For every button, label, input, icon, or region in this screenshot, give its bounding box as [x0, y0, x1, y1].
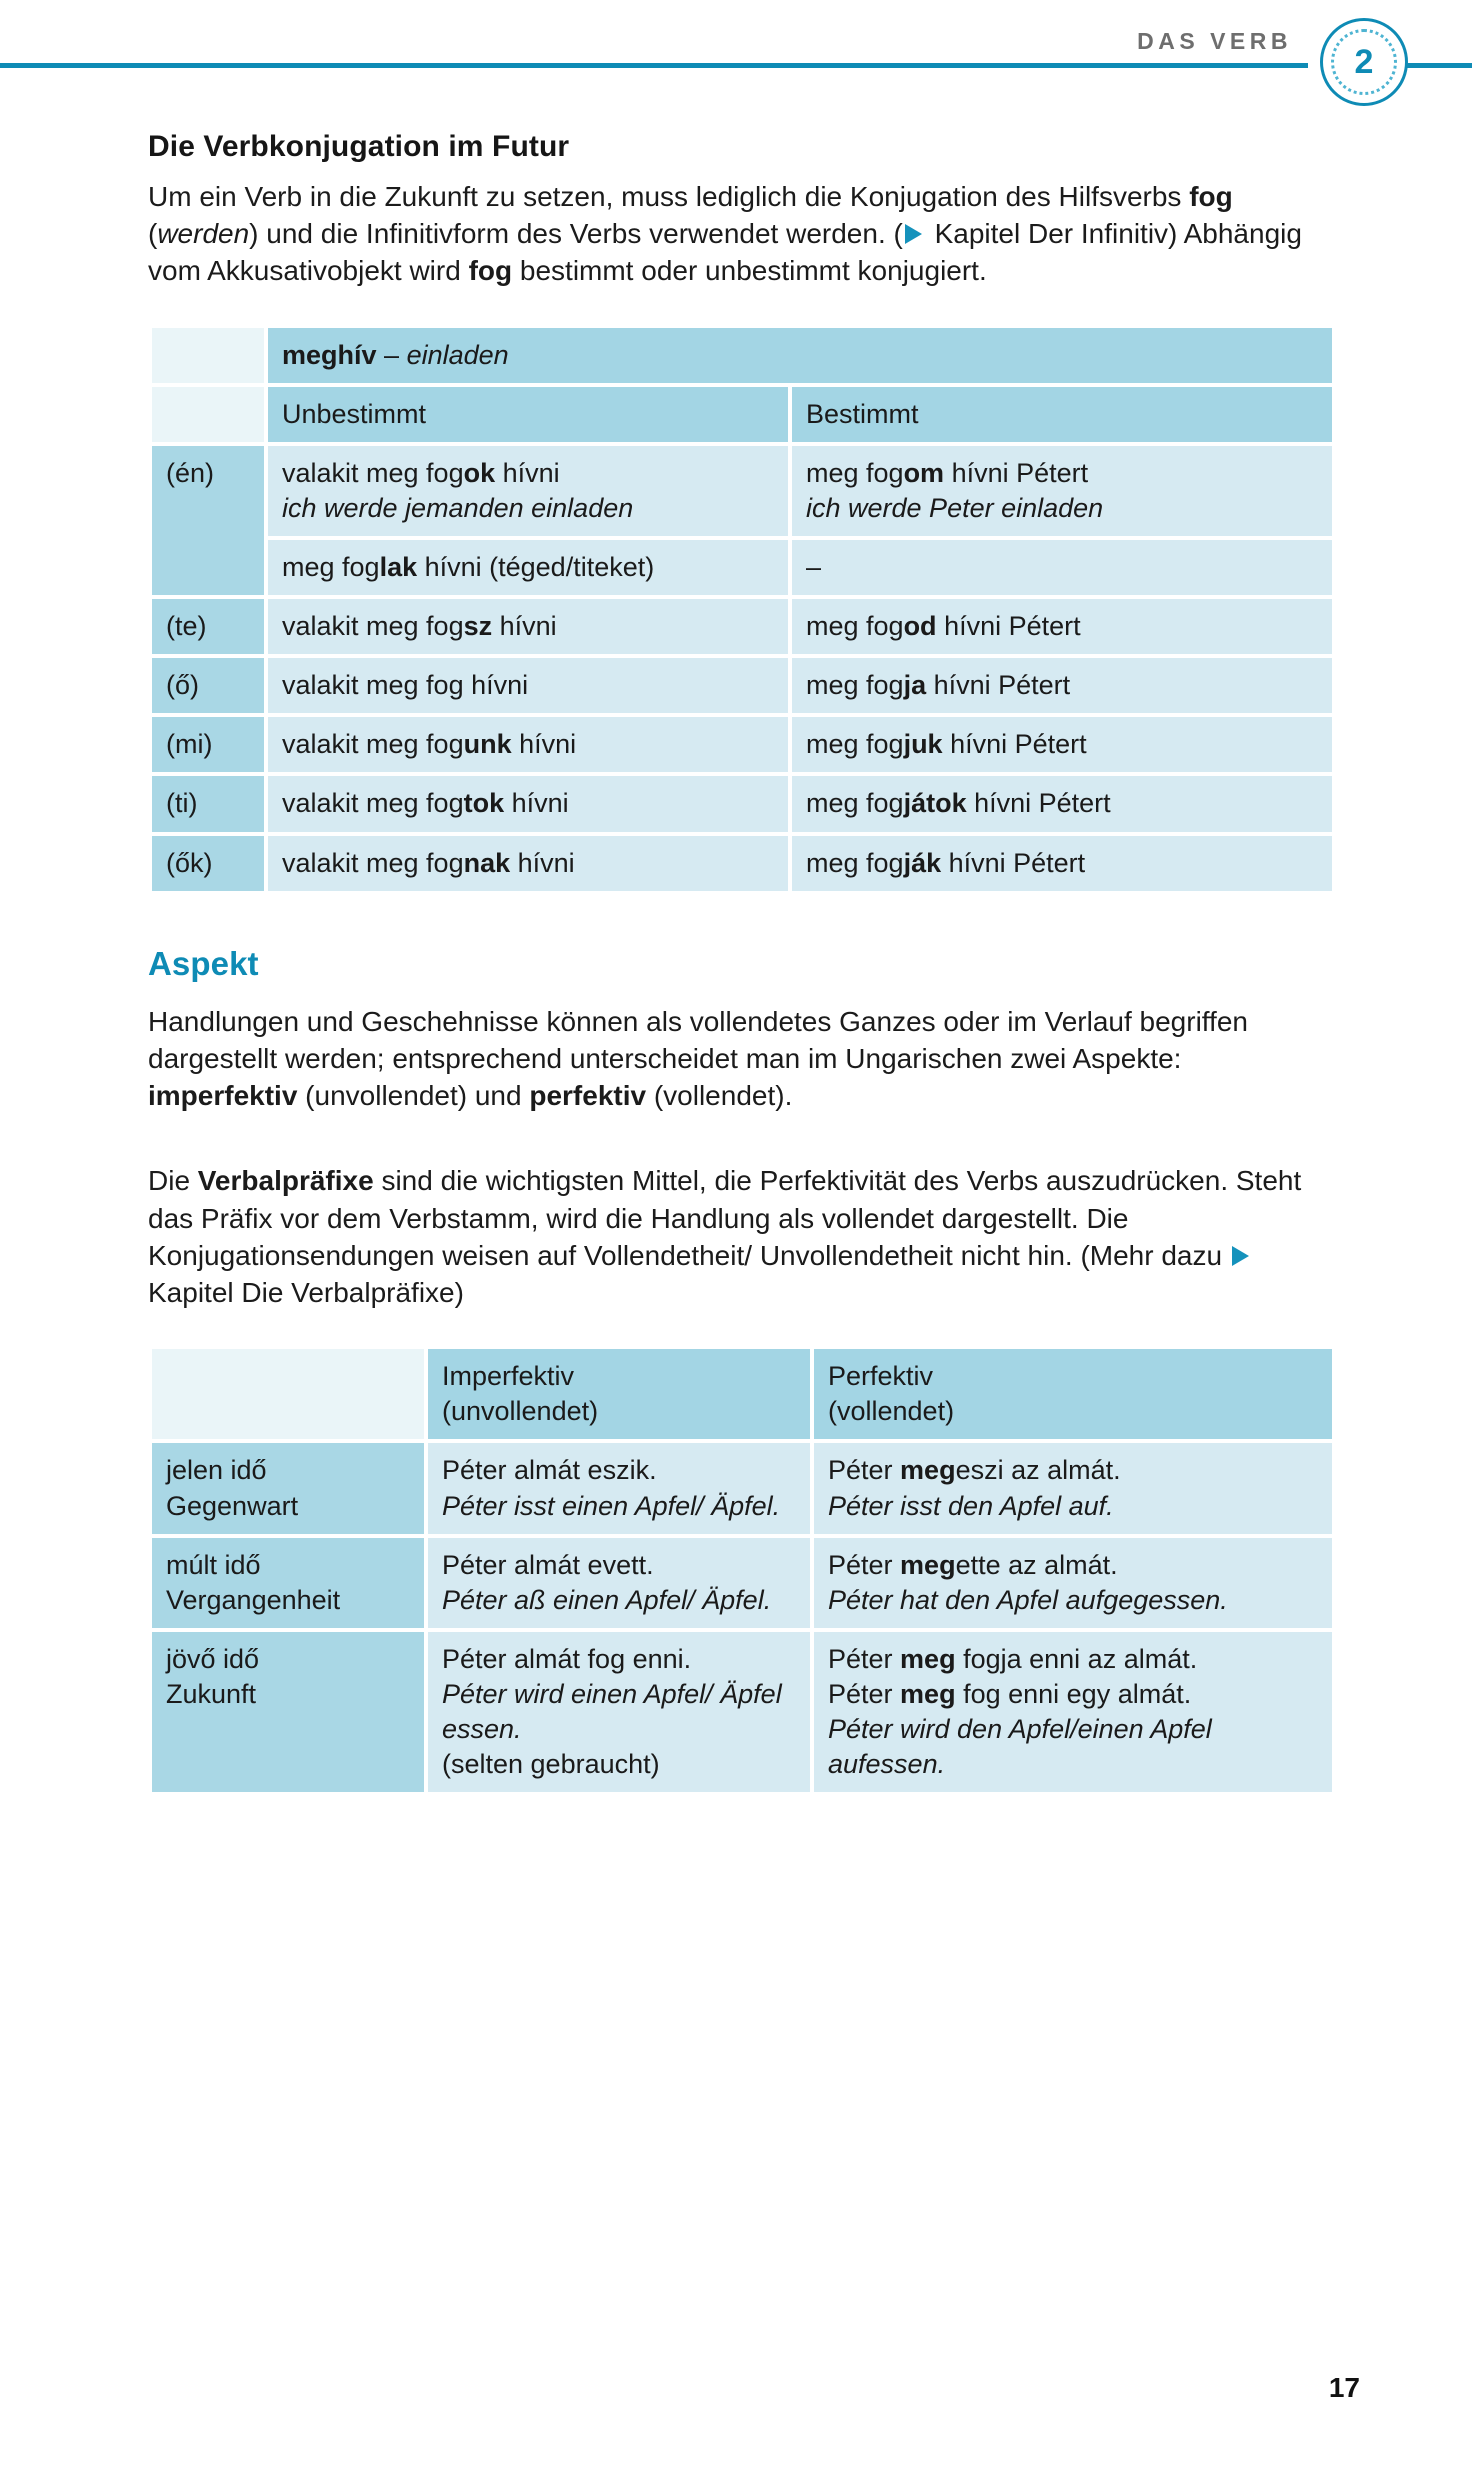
cell-bestimmt-ok: [792, 836, 1332, 891]
cell-unbestimmt-en: [268, 446, 788, 536]
table-row: [152, 1443, 1332, 1533]
aspekt-p1-e: (vollendet).: [646, 1080, 793, 1112]
cell-unbestimmt-foglak: [268, 540, 788, 595]
row-label-gegenwart: [152, 1443, 424, 1533]
example-post: eszi az almát.: [955, 1455, 1121, 1486]
cell-bestimmt-o: [792, 658, 1332, 713]
aspekt-p1-a: Handlungen und Geschehnisse können als vollendetes Ganzes oder im Verlauf begriffen dargestellt werden; entsprechend unterscheidet man im Ungarischen zwei Aspekte:: [148, 1005, 1248, 1074]
form-ending: om: [903, 457, 945, 488]
cell-bestimmt-te: [792, 599, 1332, 654]
example-pre: Péter: [828, 1549, 901, 1580]
cell-perfektiv-vergangenheit: [814, 1538, 1332, 1628]
pronoun-cell-en: (én): [152, 446, 264, 595]
example-hungarian: Péter almát eszik.: [442, 1455, 657, 1486]
table-row-headers: [152, 387, 1332, 442]
cell-imperfektiv-zukunft: [428, 1632, 810, 1792]
intro-bold-fog-1: fog: [1189, 181, 1233, 212]
label-line-1: jövő idő: [166, 1643, 260, 1674]
form-pre: valakit meg fog hívni: [282, 670, 529, 701]
form-ending: ok: [463, 457, 496, 488]
table-row: [152, 1632, 1332, 1792]
form-post: hívni: [495, 457, 560, 488]
form-pre: valakit meg fog: [282, 788, 464, 819]
page-title: Die Verbkonjugation im Futur: [148, 130, 570, 163]
example-german: Péter isst einen Apfel/ Äpfel.: [442, 1490, 781, 1521]
verb-hungarian: meghív: [282, 339, 377, 370]
aspekt-paragraph-2: [148, 1162, 1324, 1311]
form-post: hívni Pétert: [926, 670, 1071, 701]
cell-unbestimmt-mi: [268, 717, 788, 772]
column-header-unbestimmt: Unbestimmt: [268, 387, 788, 442]
pronoun-cell-te: (te): [152, 599, 264, 654]
cell-imperfektiv-vergangenheit: [428, 1538, 810, 1628]
form-pre: –: [806, 552, 822, 583]
header-line-2: (unvollendet): [442, 1396, 599, 1427]
label-line-2: Vergangenheit: [166, 1584, 341, 1615]
triangle-right-icon: [905, 224, 922, 244]
futur-conjugation-table: [148, 324, 1336, 895]
form-pre: meg fog: [806, 611, 904, 642]
table1-verb-title: [268, 328, 1332, 383]
form-post: hívni Pétert: [942, 729, 1087, 760]
column-header-perfektiv: [814, 1349, 1332, 1439]
cell-imperfektiv-gegenwart: [428, 1443, 810, 1533]
cell-unbestimmt-o: [268, 658, 788, 713]
triangle-right-icon: [1232, 1246, 1249, 1266]
intro-italic-werden: werden: [157, 218, 250, 250]
example-pre: Péter: [828, 1643, 901, 1674]
form-ending: lak: [379, 552, 418, 583]
form-pre: valakit meg fog: [282, 611, 464, 642]
label-line-1: múlt idő: [166, 1549, 261, 1580]
section-label: DAS VERB: [1137, 28, 1292, 54]
form-post: hívni Pétert: [944, 457, 1089, 488]
intro-text-c: (: [148, 218, 158, 250]
column-header-bestimmt: Bestimmt: [792, 387, 1332, 442]
form-ending: tok: [463, 788, 505, 819]
aspekt-bold-verbalpraefixe: Verbalpräfixe: [197, 1165, 374, 1197]
intro-text-e: ) und die Infinitivform des Verbs verwendet werden. (: [249, 218, 903, 250]
form-pre: meg fog: [806, 847, 904, 878]
aspekt-heading: Aspekt: [148, 944, 259, 982]
cell-perfektiv-gegenwart: [814, 1443, 1332, 1533]
table-row: [152, 776, 1332, 831]
table-row-headers: [152, 1349, 1332, 1439]
cell-unbestimmt-te: [268, 599, 788, 654]
form-post: hívni Pétert: [941, 847, 1086, 878]
form-gloss: ich werde jemanden einladen: [282, 492, 634, 523]
form-pre: meg fog: [806, 457, 904, 488]
table-row: [152, 717, 1332, 772]
form-pre: valakit meg fog: [282, 729, 464, 760]
cell-bestimmt-dash: [792, 540, 1332, 595]
example-pre-2: Péter: [828, 1678, 901, 1709]
verb-german: einladen: [406, 339, 509, 370]
verb-dash: –: [376, 339, 407, 370]
example-prefix: meg: [900, 1643, 956, 1674]
intro-text-g: Kapitel Der Infinitiv) Abhängig vom Akkusativobjekt wird: [148, 218, 1302, 287]
table-row: [152, 599, 1332, 654]
example-german: Péter aß einen Apfel/ Äpfel.: [442, 1584, 772, 1615]
form-ending: unk: [463, 729, 512, 760]
column-header-imperfektiv: [428, 1349, 810, 1439]
header-line-1: Perfektiv: [828, 1361, 934, 1392]
header-line-2: (vollendet): [828, 1396, 955, 1427]
aspekt-table: [148, 1345, 1336, 1796]
example-german: Péter wird den Apfel/einen Apfel aufessen.: [828, 1714, 1212, 1780]
form-ending: ják: [903, 847, 942, 878]
form-ending: játok: [903, 788, 967, 819]
aspekt-paragraph-1: [148, 1003, 1324, 1115]
form-post: hívni: [504, 788, 569, 819]
row-label-zukunft: [152, 1632, 424, 1792]
form-post: hívni Pétert: [966, 788, 1111, 819]
aspekt-bold-perfektiv: perfektiv: [529, 1080, 647, 1112]
form-pre: meg fog: [806, 788, 904, 819]
page-header: [0, 0, 1472, 120]
page-number: 17: [1328, 2372, 1360, 2403]
form-post: hívni: [511, 729, 577, 760]
example-post-2: fog enni egy almát.: [955, 1678, 1192, 1709]
pronoun-cell-ok: (ők): [152, 836, 264, 891]
example-post: fogja enni az almát.: [955, 1643, 1198, 1674]
form-ending: nak: [463, 847, 511, 878]
page-content: [148, 130, 1324, 1804]
form-post: hívni Pétert: [936, 611, 1081, 642]
intro-text-i: bestimmt oder unbestimmt konjugiert.: [512, 255, 987, 287]
cell-unbestimmt-ti: [268, 776, 788, 831]
table-row: [152, 540, 1332, 595]
form-ending: sz: [463, 611, 493, 642]
pronoun-cell-mi: (mi): [152, 717, 264, 772]
example-hungarian: Péter almát fog enni.: [442, 1643, 692, 1674]
example-prefix-2: meg: [900, 1678, 956, 1709]
label-line-1: jelen idő: [166, 1455, 267, 1486]
example-post: ette az almát.: [955, 1549, 1118, 1580]
form-gloss: ich werde Peter einladen: [806, 492, 1104, 523]
table-row-title: [152, 328, 1332, 383]
form-pre: valakit meg fog: [282, 847, 464, 878]
table1-corner-cell-2: [152, 387, 264, 442]
example-prefix: meg: [900, 1455, 956, 1486]
example-prefix: meg: [900, 1549, 956, 1580]
form-pre: meg fog: [806, 670, 904, 701]
form-pre: valakit meg fog: [282, 457, 464, 488]
table-row: [152, 836, 1332, 891]
form-post: hívni: [510, 847, 575, 878]
table-row: [152, 658, 1332, 713]
table-row: [152, 446, 1332, 536]
example-german: Péter hat den Apfel aufgegessen.: [828, 1584, 1228, 1615]
row-label-vergangenheit: [152, 1538, 424, 1628]
chapter-number: 2: [1354, 42, 1374, 81]
chapter-badge: [1320, 18, 1414, 112]
cell-bestimmt-ti: [792, 776, 1332, 831]
label-line-2: Zukunft: [166, 1678, 257, 1709]
form-post: hívni (téged/titeket): [417, 552, 655, 583]
pronoun-cell-ti: (ti): [152, 776, 264, 831]
form-pre: meg fog: [806, 729, 904, 760]
example-pre: Péter: [828, 1455, 901, 1486]
form-post: hívni: [492, 611, 557, 642]
cell-bestimmt-en: [792, 446, 1332, 536]
cell-unbestimmt-ok: [268, 836, 788, 891]
form-pre: meg fog: [282, 552, 380, 583]
aspekt-p2-a: Die: [148, 1165, 198, 1197]
aspekt-p1-c: (unvollendet) und: [297, 1080, 530, 1112]
header-line-1: Imperfektiv: [442, 1361, 575, 1392]
aspekt-p2-c: sind die wichtigsten Mittel, die Perfektivität des Verbs auszudrücken. Steht das Präfix vor dem Verbstamm, wird die Handlung als vollendet dargestellt. Die Konjugationsendungen weisen auf Vollendetheit/ Unvollendetheit nicht hin. (Mehr dazu: [148, 1165, 1302, 1271]
intro-text-a: Um ein Verb in die Zukunft zu setzen, muss lediglich die Konjugation des Hilfsverbs: [148, 181, 1190, 212]
example-german: Péter isst den Apfel auf.: [828, 1490, 1114, 1521]
form-ending: od: [903, 611, 937, 642]
pronoun-cell-o: (ő): [152, 658, 264, 713]
table1-corner-cell: [152, 328, 264, 383]
table2-corner-cell: [152, 1349, 424, 1439]
aspekt-p2-e: Kapitel Die Verbalpräfixe): [148, 1277, 464, 1309]
example-german: Péter wird einen Apfel/ Äpfel essen.: [442, 1678, 782, 1745]
cell-perfektiv-zukunft: [814, 1632, 1332, 1792]
example-hungarian: Péter almát evett.: [442, 1549, 654, 1580]
form-ending: juk: [903, 729, 943, 760]
intro-paragraph: [148, 178, 1324, 290]
example-note: (selten gebraucht): [442, 1749, 660, 1780]
table-row: [152, 1538, 1332, 1628]
intro-bold-fog-2: fog: [468, 255, 513, 287]
form-ending: ja: [903, 670, 927, 701]
cell-bestimmt-mi: [792, 717, 1332, 772]
header-rule-left: [0, 63, 1308, 68]
aspekt-bold-imperfektiv: imperfektiv: [148, 1080, 298, 1112]
label-line-2: Gegenwart: [166, 1490, 299, 1521]
